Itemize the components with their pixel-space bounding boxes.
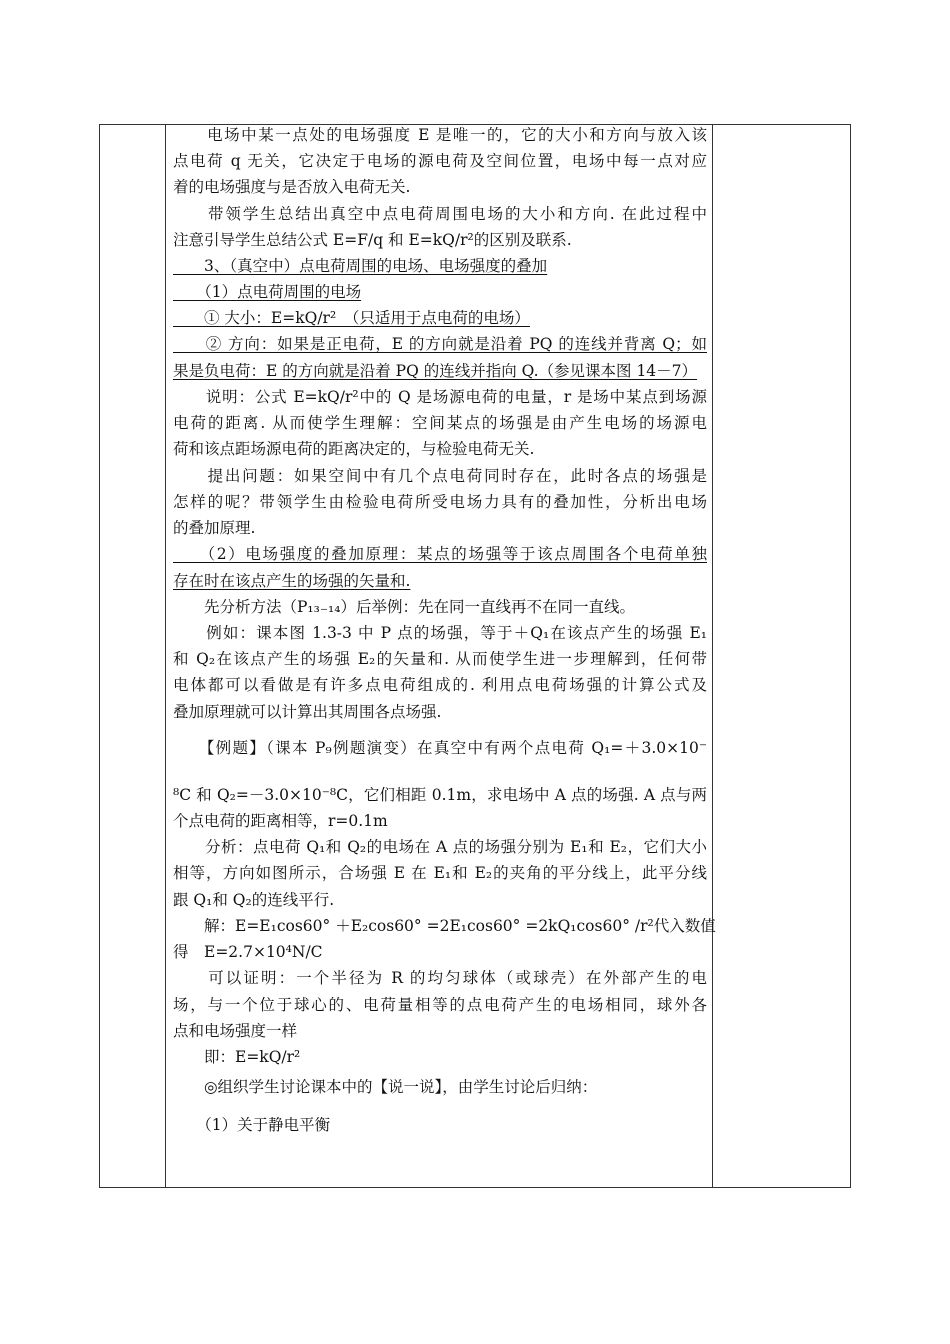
column-divider-2 [712,125,713,1187]
example-line: 【例题】（课本 P₉例题演变）在真空中有两个点电荷 Q₁=＋3.0×10⁻ [173,739,707,757]
subsection-heading: （1）点电荷周围的电场 [173,283,362,301]
text-line: 荷和该点距场源电荷的距离决定的，与检验电荷无关. [173,440,535,458]
text-line: 场，与一个位于球心的、电荷量相等的点电荷产生的电场相同，球外各 [173,996,707,1014]
text-line: 电荷的距离. 从而使学生理解：空间某点的场强是由产生电场的场源电 [173,414,707,432]
text-line: 解：E=E₁cos60° ＋E₂cos60° =2E₁cos60° =2kQ₁cos60° /r²代入数值 [173,917,716,935]
text-line: 着的电场强度与是否放入电荷无关. [173,178,411,196]
text-line: 得 E=2.7×10⁴N/C [173,943,323,961]
text-line: 跟 Q₁和 Q₂的连线平行. [173,891,335,909]
text-line: 点电荷 q 无关，它决定于电场的源电荷及空间位置，电场中每一点对应 [173,152,707,170]
text-line: 怎样的呢？带领学生由检验电荷所受电场力具有的叠加性，分析出电场 [173,493,707,511]
text-line: ◎组织学生讨论课本中的【说一说】，由学生讨论后归纳： [173,1078,598,1096]
text-line: 叠加原理就可以计算出其周围各点场强. [173,703,442,721]
text-line: 可以证明：一个半径为 R 的均匀球体（或球壳）在外部产生的电 [173,969,707,987]
text-line: 说明：公式 E=kQ/r²中的 Q 是场源电荷的电量，r 是场中某点到场源 [173,388,707,406]
text-line: 存在时在该点产生的场强的矢量和. [173,572,411,590]
section-heading: 3、（真空中）点电荷周围的电场、电场强度的叠加 [173,257,548,275]
text-line: 的叠加原理. [173,519,256,537]
column-divider-1 [165,125,166,1187]
text-line: 个点电荷的距离相等，r=0.1m [173,812,388,830]
text-line: 提出问题：如果空间中有几个点电荷同时存在，此时各点的场强是 [173,467,707,485]
text-line: 电体都可以看做是有许多点电荷组成的. 利用点电荷场强的计算公式及 [173,676,707,694]
text-line: 点和电场强度一样 [173,1022,298,1040]
text-line: 果是负电荷：E 的方向就是沿着 PQ 的连线并指向 Q.（参见课本图 14－7） [173,362,698,380]
text-line: 相等，方向如图所示，合场强 E 在 E₁和 E₂的夹角的平分线上，此平分线 [173,864,707,882]
text-line: 即：E=kQ/r² [173,1048,301,1066]
text-line: （2）电场强度的叠加原理：某点的场强等于该点周围各个电荷单独 [173,545,707,563]
text-line: 先分析方法（P₁₃₋₁₄）后举例：先在同一直线再不在同一直线。 [173,598,635,616]
text-line: ② 方向：如果是正电荷，E 的方向就是沿着 PQ 的连线并背离 Q；如 [173,335,707,353]
text-line: 注意引导学生总结公式 E=F/q 和 E=kQ/r²的区别及联系. [173,231,572,249]
text-line: 例如：课本图 1.3-3 中 P 点的场强，等于＋Q₁在该点产生的场强 E₁ [173,624,707,642]
formula-line: ① 大小：E=kQ/r² （只适用于点电荷的电场） [173,309,530,327]
text-line: 和 Q₂在该点产生的场强 E₂的矢量和. 从而使学生进一步理解到，任何带 [173,650,707,668]
text-line: ⁸C 和 Q₂=－3.0×10⁻⁸C，它们相距 0.1m，求电场中 A 点的场强. A 点与两 [173,786,707,804]
text-line: 带领学生总结出真空中点电荷周围电场的大小和方向. 在此过程中 [173,205,707,223]
text-line: 电场中某一点处的电场强度 E 是唯一的，它的大小和方向与放入该 [173,126,707,144]
text-line: 分析：点电荷 Q₁和 Q₂的电场在 A 点的场强分别为 E₁和 E₂，它们大小 [173,838,707,856]
text-line: （1）关于静电平衡 [173,1116,331,1134]
